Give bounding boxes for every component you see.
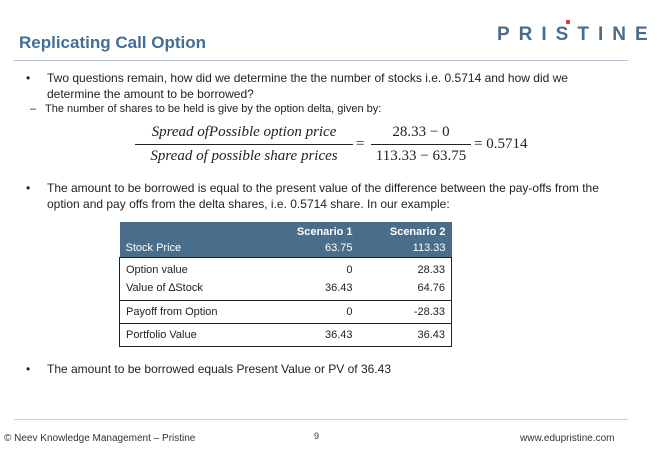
table-row [120,301,452,324]
value-delta-stock-s2: 64.76 [359,279,452,301]
table-row [120,324,452,347]
bullet-marker: • [26,181,31,195]
slide-title: Replicating Call Option [19,33,207,52]
bullet-text: The amount to be borrowed equals Present Value or PV of 36.43 [47,362,391,376]
bullet-pv-conclusion [26,362,616,378]
bullet-borrow-amount [26,181,622,212]
formula-mid-denominator: 113.33 − 63.75 [371,144,471,165]
bullet-marker: • [26,71,31,85]
option-value-s1: 0 [252,258,358,280]
stock-price-s2: 113.33 [412,242,446,254]
portfolio-label: Portfolio Value [120,324,253,347]
value-delta-stock-s1: 36.43 [324,282,353,294]
footer-divider [14,419,628,420]
footer-website: www.edupristine.com [520,433,615,444]
pristine-logo: PRISTINE [497,24,657,45]
sub-bullet-delta [30,103,610,115]
scenario-table [119,222,452,347]
scenario1-title: Scenario 1 [296,226,353,238]
formula-result: = 0.5714 [474,136,528,152]
header-divider [14,60,628,61]
bullet-marker: • [26,362,31,376]
sub-bullet-text: The number of shares to be held is give by the option delta, given by: [45,103,382,115]
footer-copyright: © Neev Knowledge Management – Pristine [4,433,196,444]
page-number: 9 [314,431,320,441]
formula-lhs-numerator: Spread ofPossible option price [151,124,337,140]
option-value-s2: 28.33 [359,258,452,280]
stock-price-label: Stock Price [120,222,253,258]
payoff-s2: -28.33 [359,301,452,324]
dash-marker: – [30,103,37,115]
portfolio-s1: 36.43 [252,324,358,347]
bullet-text: Two questions remain, how did we determine the the number of stocks i.e. 0.5714 and how did we determine the amount to be borrowed? [47,71,568,101]
delta-formula [125,124,555,174]
portfolio-s2: 36.43 [359,324,452,347]
table-header-row [120,222,452,258]
payoff-label: Payoff from Option [120,301,253,324]
formula-equals: = [356,136,365,152]
scenario2-title: Scenario 2 [389,226,446,238]
table-row [120,279,452,301]
bullet-questions [26,71,616,102]
table-row [120,258,452,280]
scenario1-header [252,222,358,258]
scenario2-header [359,222,452,258]
formula-mid-numerator: 28.33 − 0 [392,124,450,140]
stock-price-s1: 63.75 [324,242,353,254]
payoff-s1: 0 [252,301,358,324]
bullet-text: The amount to be borrowed is equal to the present value of the difference between the pay-offs from the option and pay offs from the delta shares, i.e. 0.5714 share. In our example: [47,181,599,211]
formula-lhs-denominator: Spread of possible share prices [135,144,353,165]
option-value-label: Option value [120,258,253,280]
logo-accent-dot [566,20,570,24]
value-delta-stock-label: Value of ∆Stock [120,279,253,301]
